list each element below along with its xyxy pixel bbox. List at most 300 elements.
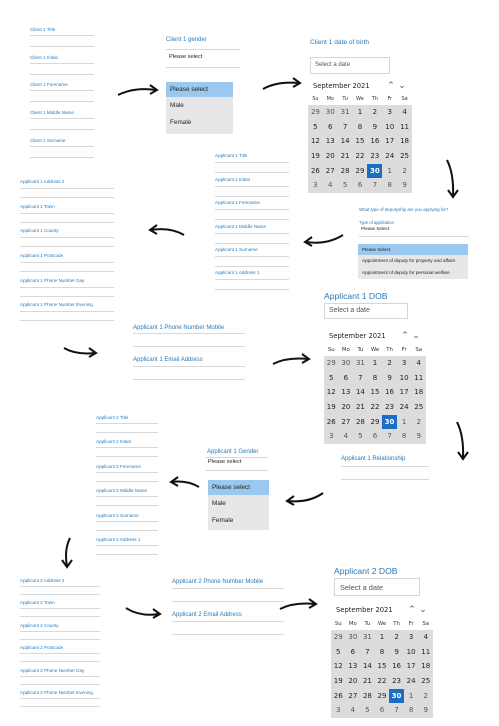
calendar-day[interactable]: 10 — [406, 646, 416, 656]
weekday-label: Fr — [401, 347, 407, 353]
field-divider — [215, 289, 289, 290]
dropdown-option[interactable]: Appointment of deputy for property and affairs — [362, 258, 456, 263]
calendar-day[interactable]: 1 — [357, 107, 363, 116]
application-type-select[interactable]: Please Select — [359, 226, 469, 235]
calendar-day[interactable]: 21 — [355, 402, 365, 411]
calendar-day[interactable]: 1 — [387, 165, 392, 175]
relationship-input[interactable] — [341, 466, 429, 467]
calendar-day[interactable]: 23 — [392, 676, 402, 685]
calendar-day[interactable]: 29 — [355, 165, 365, 175]
gender-select[interactable]: Please select — [166, 53, 240, 66]
field-label: Applicant 1 Title — [215, 153, 248, 158]
field-label: Applicant 1 County — [20, 228, 59, 233]
weekday-label: Mo — [341, 347, 350, 353]
field-label: Client 1 Surname — [30, 138, 66, 143]
field-input[interactable] — [172, 621, 284, 622]
calendar-day[interactable]: 4 — [423, 632, 428, 641]
field-label: Applicant 2 Address 1 — [96, 537, 141, 542]
calendar-month-header: September 2021 — [324, 329, 426, 344]
arrow-right-icon — [278, 597, 318, 613]
dropdown-option[interactable]: Please select — [208, 480, 269, 495]
calendar-month-header: September 2021 — [331, 603, 433, 618]
field-label: Applicant 1 Address 2 — [20, 179, 65, 184]
field-label: Applicant 1 Postcode — [20, 253, 64, 258]
dropdown-option[interactable]: Appointment of deputy for personal welfare — [362, 270, 450, 275]
calendar-day[interactable]: 17 — [406, 661, 416, 671]
weekday-label: We — [356, 96, 364, 102]
field-label: Applicant 2 Town — [20, 600, 55, 605]
calendar-day[interactable]: 27 — [341, 416, 351, 426]
dropdown-option[interactable]: Please Select — [358, 244, 468, 255]
calendar-day[interactable]: 1 — [372, 358, 378, 367]
weekday-label: Mo — [348, 621, 357, 627]
weekday-label: Th — [371, 96, 378, 102]
calendar-day[interactable]: 19 — [333, 676, 343, 685]
field-label: Applicant 1 Forename — [215, 200, 260, 205]
field-divider — [205, 470, 268, 471]
calendar-day[interactable]: 11 — [400, 121, 410, 131]
weekday-label: Sa — [401, 96, 408, 102]
calendar-day[interactable]: 2 — [423, 690, 428, 700]
calendar-day[interactable]: 5 — [358, 431, 363, 441]
field-divider — [30, 74, 94, 75]
calendar-day[interactable]: 6 — [357, 180, 363, 190]
calendar-day[interactable]: 8 — [408, 705, 414, 715]
dob-label: Applicant 1 DOB — [324, 291, 388, 301]
chevron-down-icon[interactable]: ⌄ — [398, 81, 406, 91]
calendar-day[interactable]: 6 — [372, 431, 378, 441]
calendar-day[interactable]: 2 — [402, 165, 407, 175]
field-divider — [20, 222, 114, 223]
field-label: Client 1 Title — [30, 27, 56, 32]
field-input[interactable] — [30, 90, 94, 91]
field-divider — [166, 67, 240, 68]
field-input[interactable] — [215, 209, 289, 210]
calendar-day[interactable]: 6 — [343, 372, 349, 382]
calendar-day[interactable]: 17 — [399, 387, 409, 397]
field-label: Applicant 1 Middle Name — [215, 224, 267, 229]
field-divider — [215, 219, 289, 220]
arrow-left-icon — [169, 475, 201, 491]
field-divider — [96, 505, 158, 506]
calendar-day[interactable]: 3 — [401, 358, 407, 367]
chevron-down-icon[interactable]: ⌄ — [412, 331, 420, 341]
calendar-day[interactable]: 30 — [341, 358, 351, 367]
calendar-day[interactable]: 9 — [372, 121, 378, 131]
calendar-day[interactable]: 3 — [408, 632, 414, 641]
calendar-day[interactable]: 30 — [325, 107, 335, 116]
field-input[interactable] — [20, 608, 100, 609]
field-divider — [20, 706, 100, 707]
dropdown-option[interactable]: Male — [212, 500, 226, 507]
calendar-day[interactable]: 6 — [350, 646, 356, 656]
calendar-day[interactable]: 8 — [357, 121, 363, 131]
calendar-day[interactable]: 24 — [399, 402, 409, 411]
dropdown-option[interactable]: Male — [170, 102, 184, 109]
calendar-day[interactable]: 11 — [421, 646, 431, 656]
weekday-label: Th — [393, 621, 400, 627]
calendar-day[interactable]: 29 — [326, 358, 336, 367]
field-input[interactable] — [20, 311, 114, 312]
field-divider — [172, 634, 284, 635]
field-input[interactable] — [20, 287, 114, 288]
field-input[interactable] — [96, 423, 158, 424]
field-input[interactable] — [96, 496, 158, 497]
field-divider — [215, 266, 289, 267]
gender-select[interactable]: Please select — [205, 458, 268, 469]
field-divider — [96, 554, 158, 555]
field-divider — [30, 129, 94, 130]
field-label: Applicant 2 Email Address — [172, 612, 242, 618]
calendar-day[interactable]: 30 — [348, 632, 358, 641]
weekday-label: Sa — [415, 347, 423, 353]
field-divider — [20, 594, 100, 595]
dropdown-option[interactable]: Please select — [166, 82, 233, 97]
calendar-day[interactable]: 22 — [370, 402, 380, 411]
field-input[interactable] — [20, 586, 100, 587]
calendar-day[interactable]: 29 — [377, 690, 387, 700]
weekday-label: Mo — [326, 96, 334, 102]
calendar-day[interactable]: 19 — [326, 402, 336, 411]
weekday-label: Th — [386, 347, 393, 353]
weekday-label: Fr — [408, 621, 414, 627]
weekday-label: We — [377, 621, 387, 627]
field-divider — [96, 432, 158, 433]
weekday-label: Tu — [342, 96, 348, 102]
calendar-day[interactable]: 7 — [365, 646, 370, 656]
calendar-day[interactable]: 5 — [329, 372, 334, 382]
calendar-day[interactable]: 9 — [402, 180, 407, 190]
field-input[interactable] — [133, 333, 245, 334]
field-divider — [20, 296, 114, 297]
field-divider — [20, 684, 100, 685]
calendar-day[interactable]: 22 — [377, 676, 387, 685]
field-label: Applicant 2 Title — [96, 415, 129, 420]
calendar-day[interactable]: 26 — [333, 690, 343, 700]
weekday-label: Sa — [422, 621, 430, 627]
field-label: Applicant 2 Address 2 — [20, 578, 65, 583]
field-input[interactable] — [20, 188, 114, 189]
calendar-day[interactable]: 4 — [350, 705, 356, 715]
field-divider — [215, 196, 289, 197]
calendar-day[interactable]: 15 — [370, 387, 380, 397]
calendar-day[interactable]: 18 — [400, 136, 410, 146]
calendar-day[interactable]: 15 — [377, 661, 387, 671]
field-label: Applicant 2 Forename — [96, 464, 141, 469]
field-label: Applicant 1 Phone Number Day — [20, 278, 85, 283]
field-label: Client 1 Forename — [30, 82, 68, 87]
calendar-day[interactable]: 3 — [387, 107, 392, 116]
calendar-day[interactable]: 16 — [370, 136, 380, 146]
arrow-right-icon — [261, 76, 303, 92]
dropdown-option[interactable]: Female — [212, 517, 234, 524]
calendar-widget — [308, 79, 412, 193]
calendar-day[interactable]: 14 — [362, 661, 372, 671]
field-input[interactable] — [215, 233, 289, 234]
field-label: Applicant 1 Email Address — [133, 357, 203, 363]
calendar-day[interactable]: 16 — [385, 387, 395, 397]
relationship-label: Applicant 1 Relationship — [341, 456, 406, 462]
calendar-day[interactable]: 26 — [326, 416, 336, 426]
calendar-day[interactable]: 29 — [333, 632, 343, 641]
field-divider — [133, 346, 245, 347]
field-input[interactable] — [20, 676, 100, 677]
field-input[interactable] — [20, 698, 100, 699]
field-input[interactable] — [30, 35, 94, 36]
calendar-day[interactable]: 10 — [385, 121, 395, 131]
field-input[interactable] — [20, 631, 100, 632]
calendar-day[interactable]: 18 — [421, 661, 431, 671]
calendar-day[interactable]: 26 — [310, 165, 320, 175]
weekday-label: Tu — [364, 621, 371, 627]
field-input[interactable] — [20, 653, 100, 654]
field-input[interactable] — [20, 237, 114, 238]
calendar-day[interactable]: 28 — [355, 416, 365, 426]
date-input[interactable]: Select a date — [324, 303, 408, 319]
dob-label: Applicant 2 DOB — [334, 566, 398, 576]
calendar-day[interactable]: 23 — [370, 151, 380, 160]
calendar-day[interactable]: 7 — [342, 121, 348, 131]
calendar-day[interactable]: 27 — [325, 165, 335, 175]
field-input[interactable] — [96, 447, 158, 448]
calendar-day[interactable]: 13 — [348, 661, 358, 671]
calendar-day[interactable]: 27 — [348, 690, 358, 700]
field-divider — [96, 456, 158, 457]
calendar-day-selected[interactable]: 30 — [367, 164, 382, 179]
calendar-day[interactable]: 6 — [328, 121, 333, 131]
field-input[interactable] — [133, 366, 245, 367]
calendar-day[interactable]: 5 — [336, 646, 341, 656]
field-label: Applicant 2 Postcode — [20, 645, 64, 650]
arrow-down-icon — [453, 420, 473, 462]
field-divider — [96, 530, 158, 531]
arrow-right-icon — [271, 352, 311, 368]
calendar-day[interactable]: 20 — [348, 676, 358, 685]
gender-dropdown — [166, 82, 233, 134]
calendar-month-header: September 2021 — [308, 79, 412, 94]
field-label: Applicant 1 Town — [20, 204, 55, 209]
calendar-day[interactable]: 22 — [355, 151, 365, 160]
field-label: Applicant 1 Phone Number Evening — [20, 302, 93, 307]
field-divider — [359, 236, 469, 237]
calendar-day[interactable]: 7 — [372, 180, 378, 190]
calendar-day[interactable]: 16 — [392, 661, 402, 671]
field-divider — [20, 661, 100, 662]
field-divider — [166, 49, 240, 50]
calendar-day[interactable]: 8 — [379, 646, 385, 656]
calendar-day[interactable]: 8 — [387, 180, 392, 190]
calendar-day[interactable]: 25 — [421, 676, 431, 685]
field-label: Applicant 2 Surname — [96, 513, 139, 518]
field-input[interactable] — [215, 162, 289, 163]
field-divider — [20, 197, 114, 198]
field-input[interactable] — [30, 118, 94, 119]
calendar-day[interactable]: 9 — [394, 646, 399, 656]
calendar-day[interactable]: 8 — [401, 431, 407, 441]
arrow-left-icon — [285, 490, 325, 506]
chevron-down-icon[interactable]: ⌄ — [419, 605, 427, 615]
calendar-day[interactable]: 9 — [416, 431, 421, 441]
field-divider — [215, 243, 289, 244]
date-input[interactable]: Select a date — [334, 578, 420, 596]
deputyship-question: What type of deputyship are you applying for? — [359, 207, 449, 212]
calendar-day-selected[interactable]: 30 — [382, 415, 397, 430]
field-input[interactable] — [30, 63, 94, 64]
calendar-day[interactable]: 12 — [333, 661, 343, 671]
calendar-day[interactable]: 5 — [342, 180, 348, 190]
field-input[interactable] — [172, 588, 284, 589]
calendar-day[interactable]: 31 — [340, 107, 350, 116]
field-input[interactable] — [20, 262, 114, 263]
weekday-label: Su — [334, 621, 342, 627]
calendar-day[interactable]: 13 — [325, 136, 335, 146]
field-label: Applicant 2 Phone Number Mobile — [172, 579, 264, 585]
weekday-label: Tu — [357, 347, 364, 353]
arrow-right-icon — [116, 82, 160, 98]
field-input[interactable] — [96, 545, 158, 546]
calendar-day[interactable]: 7 — [358, 372, 363, 382]
gender-label: Applicant 1 Gender — [207, 449, 259, 455]
calendar-day[interactable]: 15 — [355, 136, 365, 146]
calendar-day[interactable]: 4 — [328, 180, 333, 190]
field-label: Applicant 2 Phone Number Evening — [20, 690, 93, 695]
calendar-day[interactable]: 7 — [387, 431, 392, 441]
field-input[interactable] — [96, 472, 158, 473]
chevron-up-icon[interactable]: ⌃ — [401, 331, 409, 341]
calendar-day[interactable]: 1 — [379, 632, 385, 641]
arrow-left-icon — [303, 232, 345, 248]
chevron-up-icon[interactable]: ⌃ — [387, 81, 395, 91]
calendar-day[interactable]: 13 — [341, 387, 351, 397]
field-divider — [20, 246, 114, 247]
calendar-day[interactable]: 17 — [385, 136, 395, 146]
date-input[interactable]: Select a date — [310, 57, 390, 74]
calendar-day[interactable]: 23 — [385, 402, 395, 411]
calendar-day[interactable]: 28 — [362, 690, 372, 700]
calendar-day[interactable]: 12 — [310, 136, 320, 146]
weekday-label: Su — [312, 96, 319, 102]
field-label: Applicant 1 Address 1 — [215, 270, 260, 275]
calendar-day[interactable]: 25 — [400, 151, 410, 160]
field-input[interactable] — [215, 186, 289, 187]
calendar-day[interactable]: 4 — [343, 431, 349, 441]
calendar-day[interactable]: 31 — [355, 358, 365, 367]
field-label: Applicant 1 Surname — [215, 247, 258, 252]
calendar-day[interactable]: 6 — [379, 705, 385, 715]
calendar-day[interactable]: 5 — [313, 121, 318, 131]
calendar-day[interactable]: 8 — [372, 372, 378, 382]
calendar-day[interactable]: 12 — [326, 387, 336, 397]
application-type-label: Type of application — [359, 220, 394, 225]
calendar-day[interactable]: 3 — [336, 705, 341, 715]
application-type-dropdown — [358, 244, 468, 279]
calendar-day[interactable]: 18 — [414, 387, 424, 397]
calendar-day[interactable]: 19 — [310, 151, 320, 160]
field-divider — [341, 479, 429, 480]
calendar-day[interactable]: 7 — [394, 705, 399, 715]
calendar-day[interactable]: 3 — [313, 180, 318, 190]
calendar-day[interactable]: 1 — [401, 416, 407, 426]
calendar-day[interactable]: 25 — [414, 402, 424, 411]
calendar-day[interactable]: 9 — [387, 372, 392, 382]
calendar-day[interactable]: 29 — [310, 107, 320, 116]
field-label: Client 1 Middle Name — [30, 110, 74, 115]
field-divider — [30, 157, 94, 158]
calendar-day[interactable]: 29 — [370, 416, 380, 426]
dropdown-option[interactable]: Female — [170, 119, 192, 126]
calendar-day[interactable]: 2 — [372, 107, 378, 116]
calendar-day[interactable]: 20 — [325, 151, 335, 160]
field-divider — [30, 46, 94, 47]
calendar-day[interactable]: 11 — [414, 372, 424, 382]
field-label: Applicant 2 Middle Name — [96, 488, 148, 493]
field-input[interactable] — [20, 213, 114, 214]
arrow-right-icon — [62, 344, 98, 360]
field-input[interactable] — [215, 256, 289, 257]
calendar-day[interactable]: 24 — [385, 151, 395, 160]
calendar-day[interactable]: 3 — [329, 431, 334, 441]
calendar-day[interactable]: 4 — [402, 107, 407, 116]
arrow-right-icon — [124, 604, 162, 620]
calendar-day[interactable]: 14 — [340, 136, 350, 146]
calendar-day[interactable]: 2 — [387, 358, 392, 367]
field-divider — [133, 379, 245, 380]
field-label: Applicant 2 Phone Number Day — [20, 668, 85, 673]
field-divider — [172, 601, 284, 602]
calendar-day[interactable]: 14 — [355, 387, 365, 397]
field-divider — [215, 172, 289, 173]
calendar-day-selected[interactable]: 30 — [389, 689, 404, 704]
calendar-day[interactable]: 21 — [340, 151, 350, 160]
arrow-left-icon — [148, 222, 186, 238]
field-input[interactable] — [30, 146, 94, 147]
field-input[interactable] — [215, 279, 289, 280]
calendar-day[interactable]: 31 — [362, 632, 372, 641]
field-divider — [20, 271, 114, 272]
field-label: Applicant 1 Initial — [215, 177, 250, 182]
field-divider — [30, 101, 94, 102]
field-divider — [96, 481, 158, 482]
calendar-day[interactable]: 20 — [341, 402, 351, 411]
field-input[interactable] — [96, 521, 158, 522]
field-label: Applicant 2 Initial — [96, 439, 131, 444]
weekday-label: Su — [327, 347, 335, 353]
weekday-label: Fr — [387, 96, 392, 102]
calendar-day[interactable]: 24 — [406, 676, 416, 685]
calendar-widget — [331, 603, 433, 718]
calendar-day[interactable]: 9 — [423, 705, 428, 715]
field-divider — [20, 639, 100, 640]
field-divider — [20, 320, 114, 321]
weekday-label: We — [370, 347, 380, 353]
calendar-day[interactable]: 21 — [362, 676, 372, 685]
calendar-day[interactable]: 2 — [394, 632, 399, 641]
calendar-day[interactable]: 5 — [365, 705, 370, 715]
field-label: Applicant 1 Phone Number Mobile — [133, 325, 225, 331]
arrow-down-icon — [443, 158, 463, 200]
dob-label: Client 1 date of birth — [310, 39, 370, 46]
calendar-day[interactable]: 10 — [399, 372, 409, 382]
calendar-day[interactable]: 1 — [408, 690, 414, 700]
gender-dropdown — [208, 480, 269, 530]
calendar-day[interactable]: 28 — [340, 165, 350, 175]
calendar-widget — [324, 329, 426, 444]
calendar-day[interactable]: 2 — [416, 416, 421, 426]
calendar-day[interactable]: 4 — [416, 358, 421, 367]
chevron-up-icon[interactable]: ⌃ — [408, 605, 416, 615]
gender-label: Client 1 gender — [166, 37, 207, 43]
field-label: Applicant 2 County — [20, 623, 59, 628]
